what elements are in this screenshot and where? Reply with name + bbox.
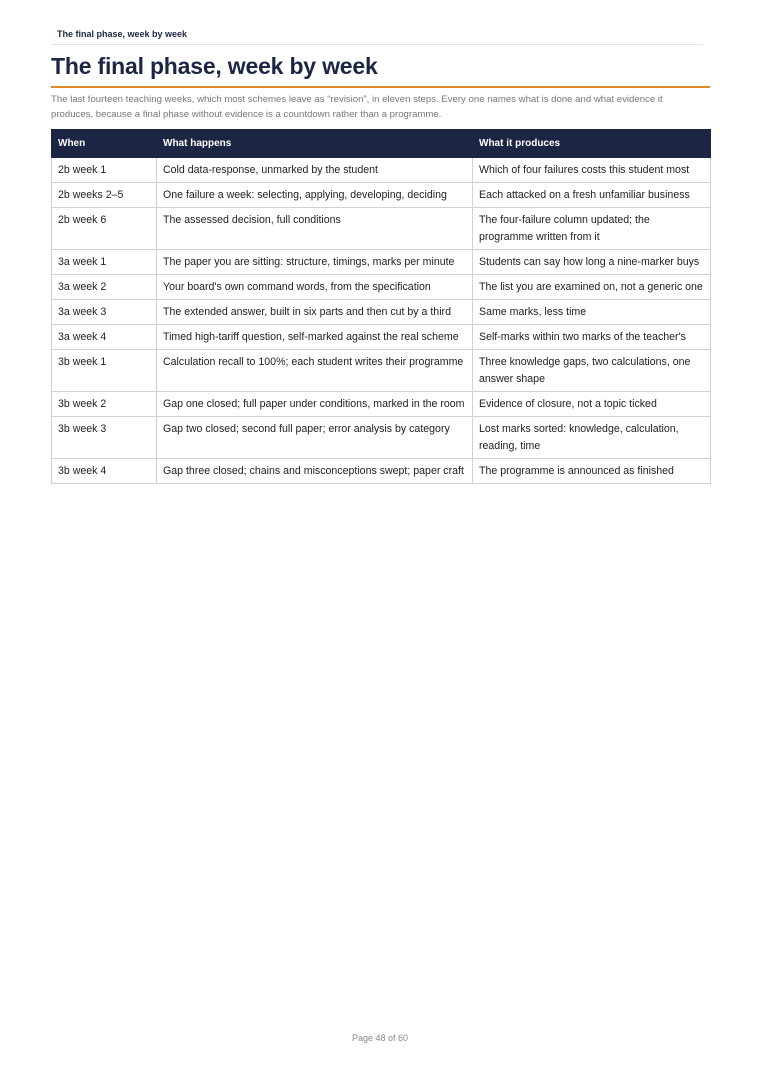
schedule-table bbox=[51, 129, 711, 484]
table-row bbox=[52, 325, 711, 350]
cell-when: 2b week 6 bbox=[52, 208, 157, 250]
title-rule bbox=[51, 86, 710, 88]
page-title: The final phase, week by week bbox=[51, 53, 378, 79]
cell-what-happens: Calculation recall to 100%; each student writes their programme bbox=[157, 350, 473, 392]
cell-when: 3a week 2 bbox=[52, 275, 157, 300]
table-row bbox=[52, 300, 711, 325]
table-body bbox=[52, 158, 711, 484]
table-row bbox=[52, 158, 711, 183]
intro-paragraph: The last fourteen teaching weeks, which most schemes leave as “revision”, in eleven steps. Every one names what is done and what evidence it produces, because a final phase without evidence is a countdown rather than a programme. bbox=[51, 94, 663, 120]
cell-when: 3a week 1 bbox=[52, 250, 157, 275]
table-row bbox=[52, 250, 711, 275]
cell-what-it-produces: The list you are examined on, not a generic one bbox=[473, 275, 711, 300]
cell-what-it-produces: Same marks, less time bbox=[473, 300, 711, 325]
cell-when: 3b week 2 bbox=[52, 392, 157, 417]
cell-what-happens: The extended answer, built in six parts and then cut by a third bbox=[157, 300, 473, 325]
cell-what-happens: The assessed decision, full conditions bbox=[157, 208, 473, 250]
cell-what-it-produces: Students can say how long a nine-marker buys bbox=[473, 250, 711, 275]
cell-what-happens: Timed high-tariff question, self-marked against the real scheme bbox=[157, 325, 473, 350]
cell-what-it-produces: The four-failure column updated; the programme written from it bbox=[473, 208, 711, 250]
column-header-what-it-produces: What it produces bbox=[473, 130, 711, 158]
cell-when: 3a week 3 bbox=[52, 300, 157, 325]
cell-what-it-produces: Self-marks within two marks of the teacher's bbox=[473, 325, 711, 350]
page-number: Page 48 of 60 bbox=[351, 1033, 409, 1043]
cell-what-happens: Gap one closed; full paper under conditions, marked in the room bbox=[157, 392, 473, 417]
cell-when: 2b weeks 2–5 bbox=[52, 183, 157, 208]
cell-what-it-produces: Which of four failures costs this student most bbox=[473, 158, 711, 183]
table-row bbox=[52, 459, 711, 484]
cell-what-happens: Gap two closed; second full paper; error analysis by category bbox=[157, 417, 473, 459]
cell-what-it-produces: Each attacked on a fresh unfamiliar business bbox=[473, 183, 711, 208]
column-header-what-happens: What happens bbox=[157, 130, 473, 158]
cell-what-happens: Your board's own command words, from the specification bbox=[157, 275, 473, 300]
table-header-row bbox=[52, 130, 711, 158]
cell-what-it-produces: Three knowledge gaps, two calculations, one answer shape bbox=[473, 350, 711, 392]
table-row bbox=[52, 417, 711, 459]
table-row bbox=[52, 208, 711, 250]
table-row bbox=[52, 183, 711, 208]
table-row bbox=[52, 392, 711, 417]
cell-when: 3b week 3 bbox=[52, 417, 157, 459]
cell-what-happens: The paper you are sitting: structure, timings, marks per minute bbox=[157, 250, 473, 275]
cell-when: 3b week 4 bbox=[52, 459, 157, 484]
table-row bbox=[52, 350, 711, 392]
table-row bbox=[52, 275, 711, 300]
cell-when: 3a week 4 bbox=[52, 325, 157, 350]
cell-what-it-produces: Lost marks sorted: knowledge, calculation, reading, time bbox=[473, 417, 711, 459]
column-header-when: When bbox=[52, 130, 157, 158]
cell-what-happens: One failure a week: selecting, applying, developing, deciding bbox=[157, 183, 473, 208]
header-rule bbox=[51, 44, 703, 45]
cell-when: 3b week 1 bbox=[52, 350, 157, 392]
cell-what-happens: Cold data-response, unmarked by the student bbox=[157, 158, 473, 183]
cell-when: 2b week 1 bbox=[52, 158, 157, 183]
cell-what-happens: Gap three closed; chains and misconceptions swept; paper craft bbox=[157, 459, 473, 484]
running-header: The final phase, week by week bbox=[57, 29, 188, 39]
cell-what-it-produces: Evidence of closure, not a topic ticked bbox=[473, 392, 711, 417]
cell-what-it-produces: The programme is announced as finished bbox=[473, 459, 711, 484]
